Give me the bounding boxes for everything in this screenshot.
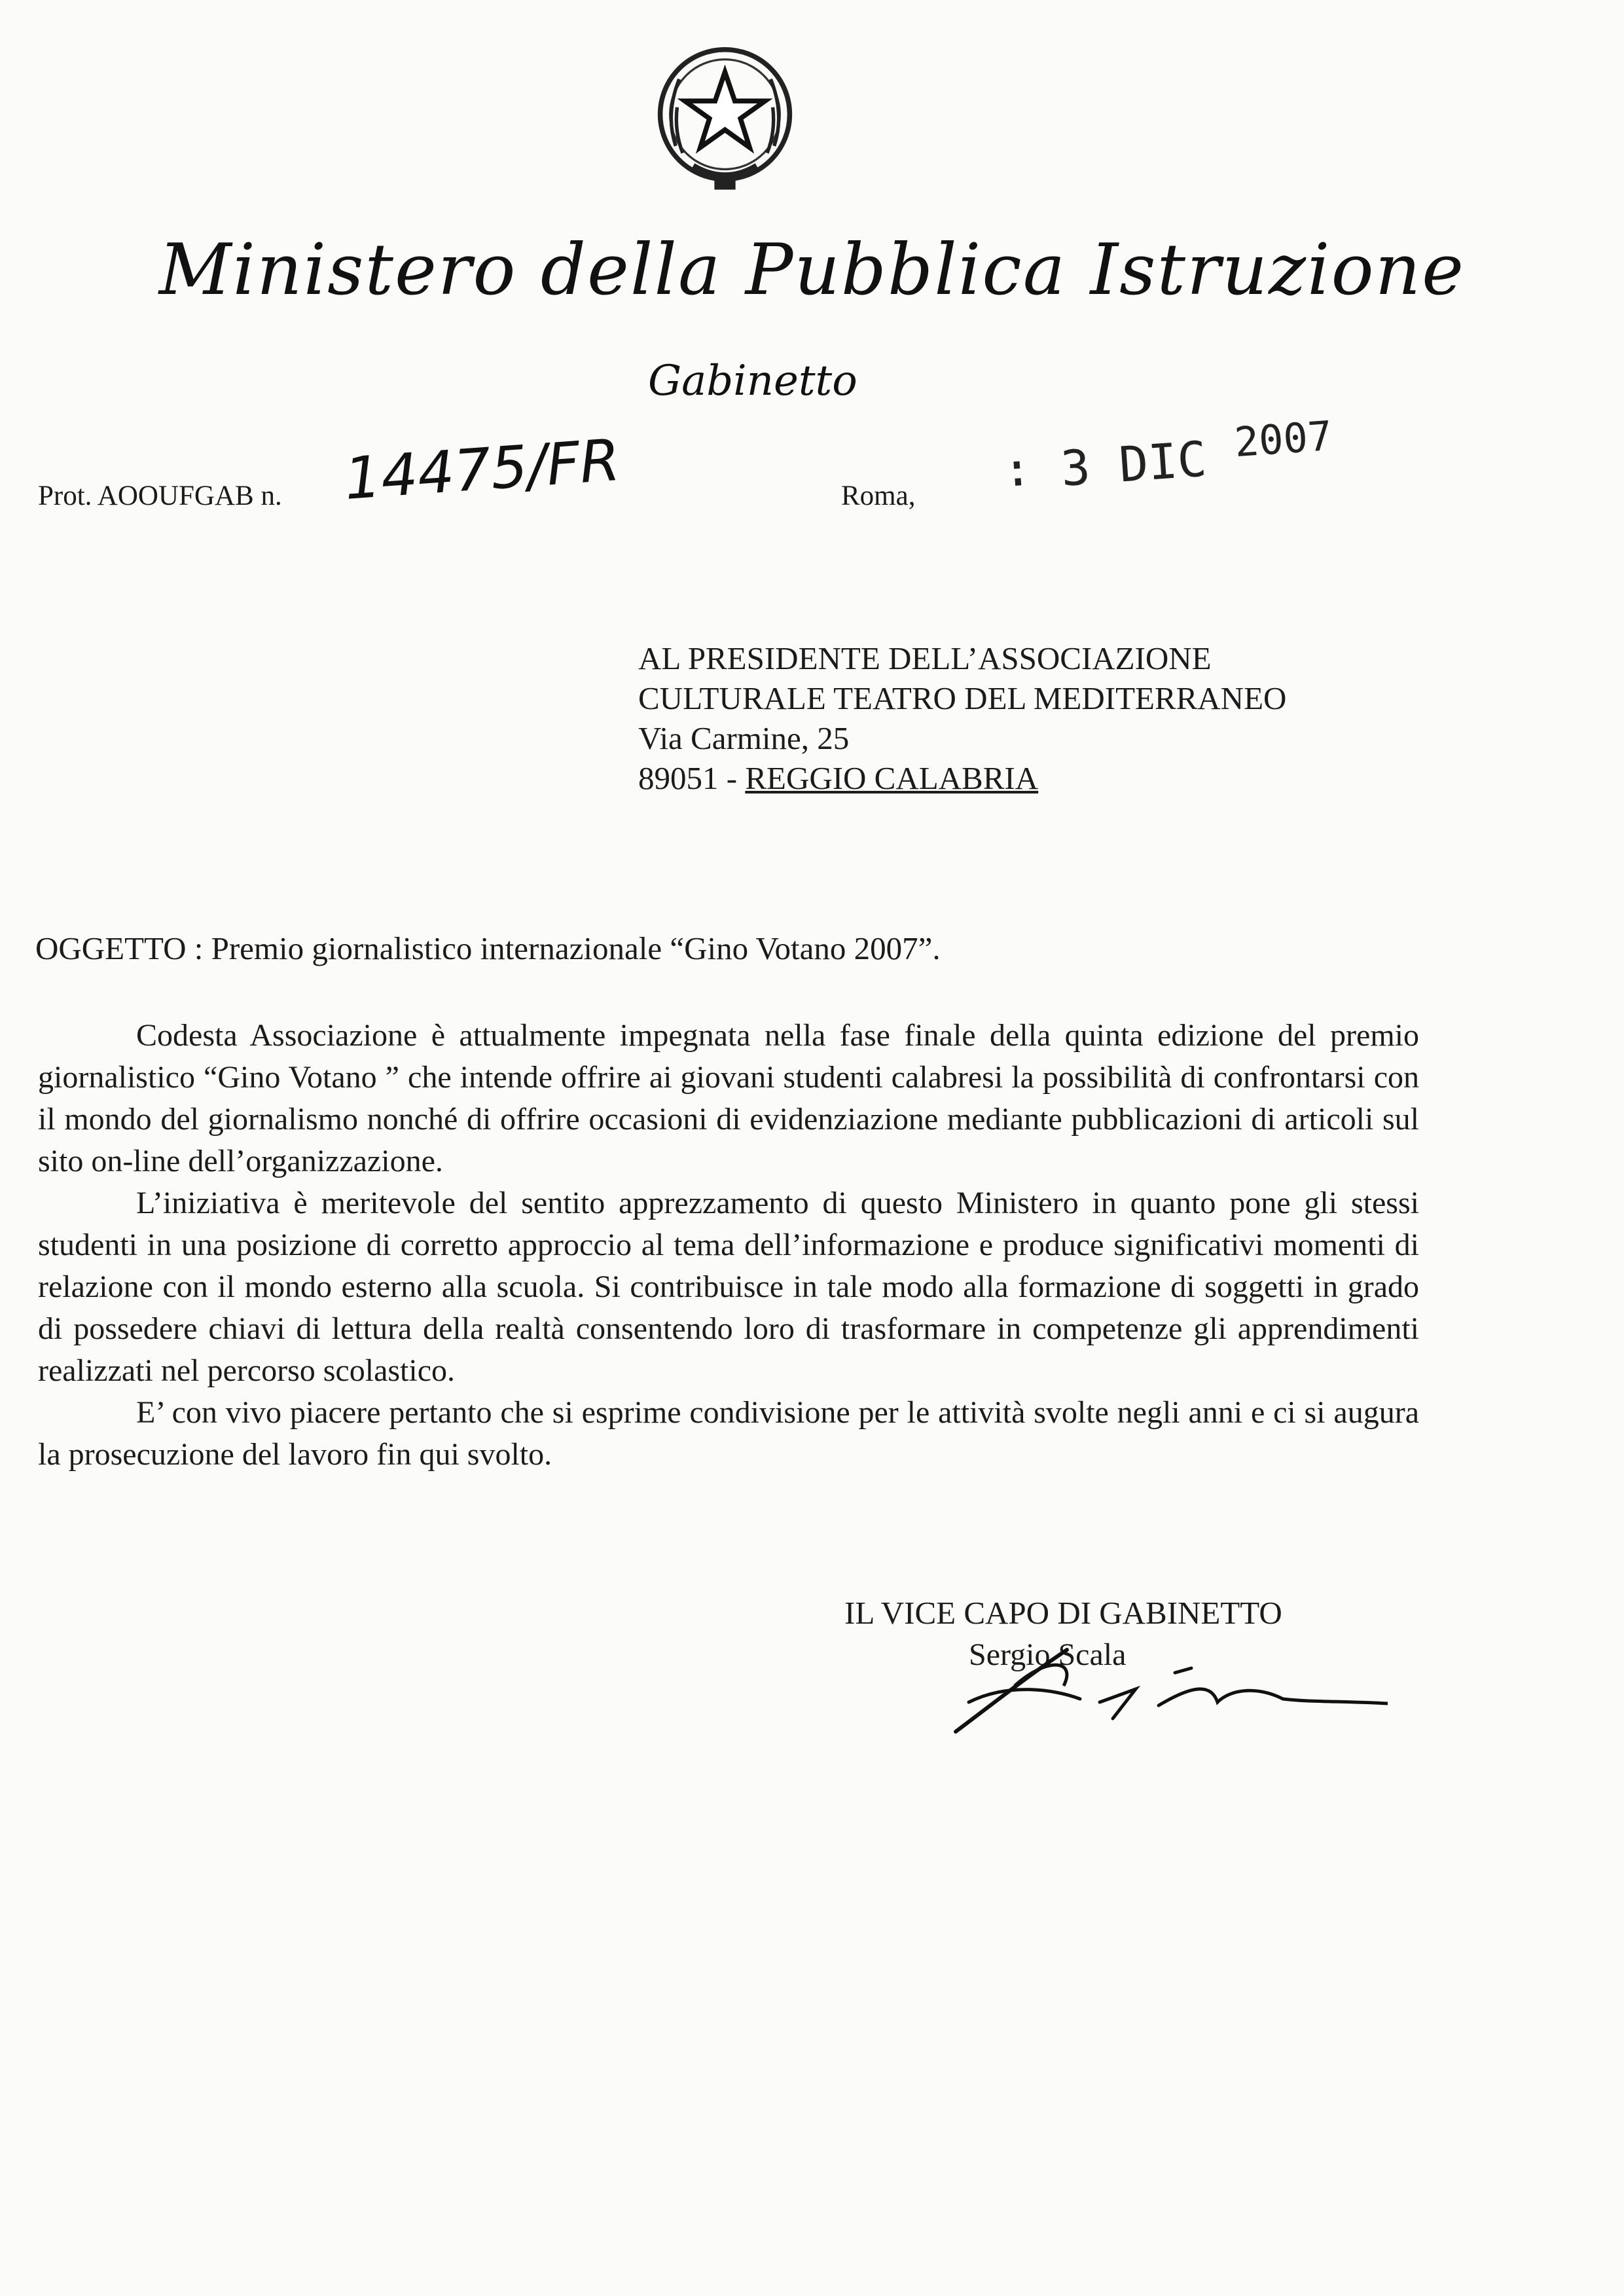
date-stamp: ∶ 3 DIC $^{2007}$ bbox=[1001, 411, 1334, 501]
body-paragraph-2: L’iniziativa è meritevole del sentito apprezzamento di questo Ministero in quanto pone gli stessi studenti in una posizione di corretto approccio al tema dell’informazione e produce significativi momenti di relazione con il mondo esterno alla scuola. Si contribuisce in tale modo alla formazione di soggetti in grado di possedere chiavi di lettura della realtà consentendo loro di trasformare in competenze gli apprendimenti realizzati nel percorso scolastico. bbox=[38, 1186, 1419, 1388]
recipient-line-2: CULTURALE TEATRO DEL MEDITERRANEO bbox=[638, 680, 1287, 716]
place: Roma, bbox=[841, 481, 916, 511]
body-paragraph-3: E’ con vivo piacere pertanto che si esprime condivisione per le attività svolte negli anni e ci si augura la prosecuzione del lavoro fin qui svolto. bbox=[38, 1395, 1419, 1472]
protocol-number-handwritten: 14475/FR bbox=[342, 426, 623, 513]
recipient-line-1: AL PRESIDENTE DELL’ASSOCIAZIONE bbox=[638, 640, 1212, 676]
recipient-city-line bbox=[638, 758, 1286, 798]
signatory-name: Sergio Scala bbox=[969, 1637, 1127, 1672]
signatory-role: IL VICE CAPO DI GABINETTO bbox=[844, 1595, 1282, 1631]
recipient-address bbox=[638, 638, 1286, 798]
handwritten-signature bbox=[916, 1624, 1388, 1755]
recipient-street: Via Carmine, 25 bbox=[638, 720, 850, 756]
subject-line: OGGETTO : Premio giornalistico internazionale “Gino Votano 2007”. bbox=[35, 930, 941, 966]
stamp-day-month: 3 DIC bbox=[1058, 431, 1209, 498]
body-paragraph-1: Codesta Associazione è attualmente impegnata nella fase finale della quinta edizione del premio giornalistico “Gino Votano ” che intende offrire ai giovani studenti calabresi la possibilità di confrontarsi con il mondo del giornalismo nonché di offrire occasioni di evidenziazione mediante pubblicazioni di articoli sul sito on-line dell’organizzazione. bbox=[38, 1018, 1419, 1178]
stamp-year: 2007 bbox=[1233, 411, 1334, 467]
protocol-label: Prot. AOOUFGAB n. bbox=[38, 481, 282, 511]
office-name: Gabinetto bbox=[648, 357, 857, 405]
republic-emblem-icon bbox=[655, 39, 795, 196]
ministry-name: Ministero della Pubblica Istruzione bbox=[158, 229, 1466, 311]
recipient-postcode: 89051 - bbox=[638, 760, 738, 796]
letter-body bbox=[38, 1015, 1419, 1476]
recipient-city: REGGIO CALABRIA bbox=[745, 760, 1039, 796]
